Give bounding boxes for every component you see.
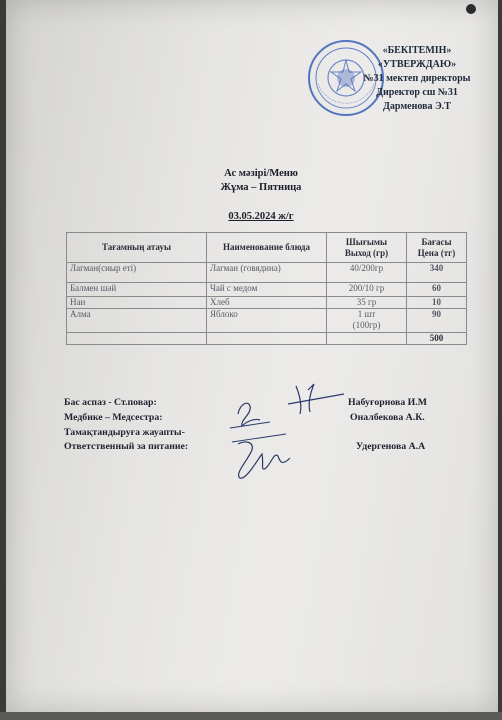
- menu-date: 03.05.2024 ж/г: [228, 211, 294, 222]
- table-row: [67, 263, 467, 283]
- header-ru-name: Наименование блюда: [207, 233, 327, 263]
- cell-kz: Балмен шәй: [67, 283, 207, 297]
- cell-empty: [207, 333, 327, 345]
- cell-output-count: 1 шт: [357, 309, 376, 319]
- table-header-row: [67, 233, 467, 263]
- responsible-label-ru: Ответственный за питание:: [64, 441, 189, 452]
- handwritten-signatures: [226, 382, 346, 492]
- cell-kz: Нан: [67, 297, 207, 309]
- menu-document: [6, 0, 498, 712]
- header-price: [407, 233, 467, 263]
- menu-table: [66, 232, 467, 345]
- cell-price: 60: [407, 283, 467, 297]
- approval-director-kz: №31 мектеп директоры: [363, 73, 471, 84]
- header-kz-name: Тағамның атауы: [67, 233, 207, 263]
- cell-output: 35 гр: [327, 297, 407, 309]
- responsible-label-kz: Тамақтандыруға жауапты-: [64, 427, 185, 438]
- responsible-name: Удергенова А.А: [356, 441, 426, 452]
- cell-price: 340: [407, 263, 467, 283]
- cell-ru: Лагман (говядина): [207, 263, 327, 283]
- header-output-kz: Шығымы: [345, 236, 388, 247]
- cell-empty: [327, 333, 407, 345]
- cell-ru: Яблоко: [207, 309, 327, 333]
- header-price-ru: Цена (тг): [417, 247, 456, 258]
- cell-ru: Хлеб: [207, 297, 327, 309]
- cell-output: [327, 309, 407, 333]
- background-edge: [0, 712, 502, 720]
- approval-block: [352, 44, 482, 114]
- nurse-label: Медбике – Медсестра:: [64, 412, 163, 423]
- cell-total: 500: [407, 333, 467, 345]
- nurse-name: Оналбекова А.К.: [350, 412, 425, 423]
- approval-director-ru: Директор сш №31: [376, 87, 458, 98]
- header-output-ru: Выход (гр): [344, 247, 389, 258]
- cell-ru: Чай с медом: [207, 283, 327, 297]
- menu-day: Жұма – Пятница: [220, 182, 302, 193]
- approval-director-name: Дарменова Э.Т: [383, 101, 451, 112]
- menu-title: Ас мәзірі/Меню: [224, 168, 298, 179]
- header-output: [327, 233, 407, 263]
- cell-output: 40/200гр: [327, 263, 407, 283]
- punch-hole: [466, 4, 476, 14]
- table-row: [67, 283, 467, 297]
- approval-kz: «БЕКІТЕМІН»: [382, 45, 452, 56]
- cell-output-weight: (100гр): [352, 320, 381, 330]
- cell-empty: [67, 333, 207, 345]
- table-row: [67, 309, 467, 333]
- cell-output: 200/10 гр: [327, 283, 407, 297]
- cell-price: 10: [407, 297, 467, 309]
- table-total-row: [67, 333, 467, 345]
- cell-price: 90: [407, 309, 467, 333]
- table-row: [67, 297, 467, 309]
- cook-name: Набуғорнова И.М: [348, 397, 427, 408]
- cell-kz: Алма: [67, 309, 207, 333]
- cell-kz: Лагман(сиыр еті): [67, 263, 207, 283]
- header-price-kz: Бағасы: [421, 236, 452, 247]
- approval-ru: «УТВЕРЖДАЮ»: [377, 59, 457, 70]
- cook-label: Бас аспаз - Ст.повар:: [64, 397, 157, 408]
